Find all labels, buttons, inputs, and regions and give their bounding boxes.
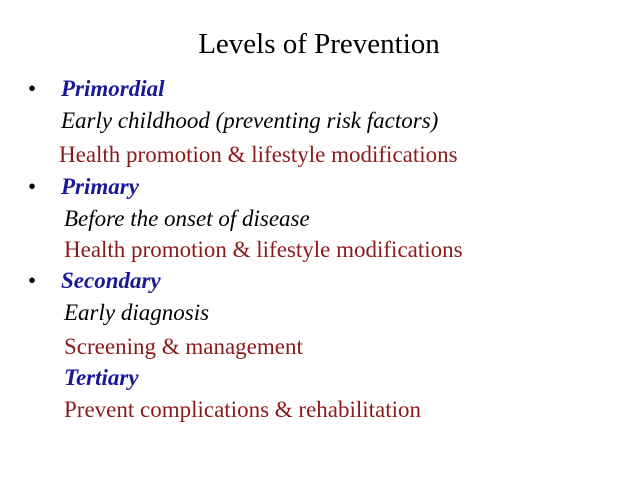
level-description-primary: Before the onset of disease <box>64 206 310 231</box>
bullet-primordial: • <box>28 76 37 101</box>
slide-title: Levels of Prevention <box>198 28 440 60</box>
level-heading-secondary: Secondary <box>61 268 161 293</box>
level-description-primordial: Early childhood (preventing risk factors) <box>61 108 439 133</box>
level-heading-primordial: Primordial <box>61 76 165 101</box>
level-action-primary: Health promotion & lifestyle modifications <box>64 237 463 262</box>
level-heading-primary: Primary <box>61 174 139 199</box>
level-action-secondary: Screening & management <box>64 334 303 359</box>
level-action-tertiary: Prevent complications & rehabilitation <box>64 397 422 422</box>
bullet-primary: • <box>28 174 37 199</box>
bullet-secondary: • <box>28 268 37 293</box>
level-action-primordial: Health promotion & lifestyle modifications <box>59 142 458 167</box>
level-heading-tertiary: Tertiary <box>64 365 139 390</box>
level-description-secondary: Early diagnosis <box>64 300 210 325</box>
